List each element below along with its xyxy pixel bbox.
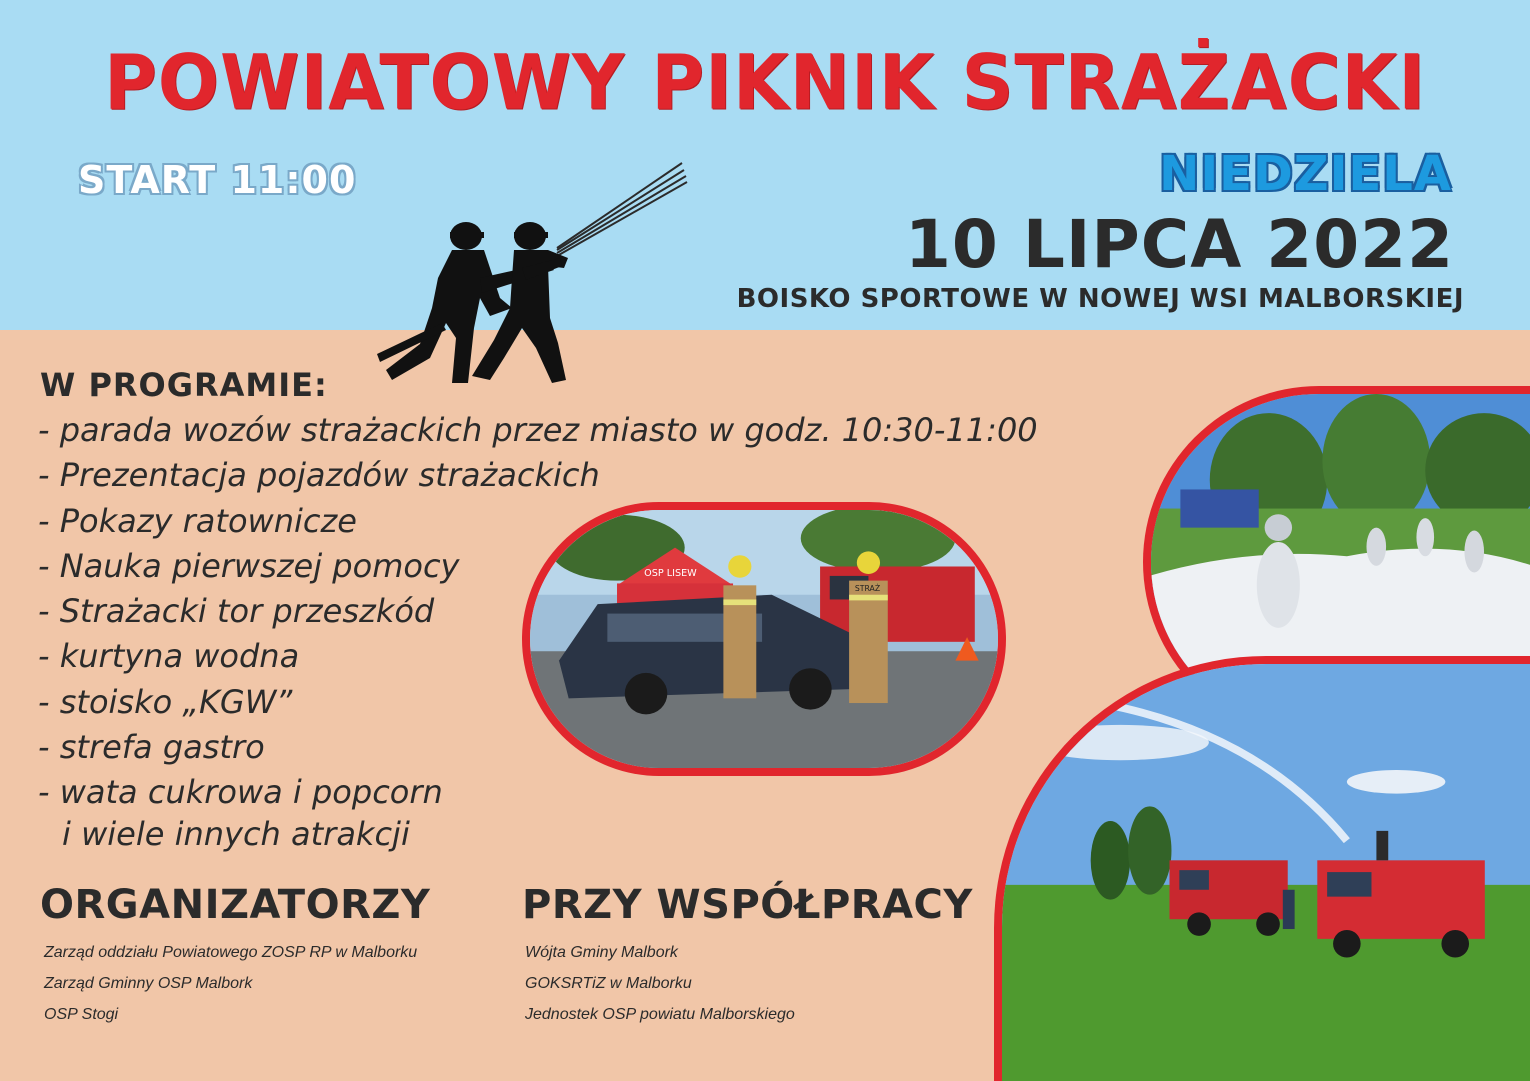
program-item: - Pokazy ratownicze bbox=[38, 501, 357, 540]
firefighters-silhouette-icon bbox=[372, 158, 692, 393]
cooperation-list bbox=[525, 937, 795, 1030]
program-item: - Strażacki tor przeszkód bbox=[38, 592, 435, 631]
organizers-list bbox=[44, 937, 417, 1030]
organizer-item: Zarząd oddziału Powiatowego ZOSP RP w Malborku bbox=[44, 944, 418, 961]
program-item: - strefa gastro bbox=[38, 728, 265, 767]
event-date: 10 LIPCA 2022 bbox=[905, 206, 1454, 283]
vest-label: STRAŻ bbox=[854, 584, 881, 593]
tent-label: OSP LISEW bbox=[644, 568, 697, 579]
program-heading: W PROGRAMIE: bbox=[40, 366, 328, 404]
program-item: - Nauka pierwszej pomocy bbox=[38, 546, 460, 585]
organizer-item: Zarząd Gminny OSP Malbork bbox=[44, 975, 253, 992]
program-item: - stoisko „KGW” bbox=[38, 682, 293, 721]
event-venue: BOISKO SPORTOWE W NOWEJ WSI MALBORSKIEJ bbox=[736, 284, 1464, 314]
cooperation-item: Wójta Gminy Malbork bbox=[525, 944, 678, 961]
rescue-photo bbox=[522, 502, 1006, 776]
program-item: - Prezentacja pojazdów strażackich bbox=[38, 456, 600, 495]
program-item: - kurtyna wodna bbox=[38, 637, 300, 676]
organizer-item: OSP Stogi bbox=[44, 1006, 119, 1023]
event-day: NIEDZIELA bbox=[1159, 146, 1452, 202]
cooperation-heading: PRZY WSPÓŁPRACY bbox=[522, 882, 973, 928]
program-continuation: i wiele innych atrakcji bbox=[62, 815, 410, 853]
cooperation-item: GOKSRTiZ w Malborku bbox=[525, 975, 692, 992]
event-title: POWIATOWY PIKNIK STRAŻACKI bbox=[104, 37, 1426, 127]
organizers-heading: ORGANIZATORZY bbox=[40, 882, 431, 928]
start-time: START 11:00 bbox=[78, 158, 357, 202]
program-item: - wata cukrowa i popcorn bbox=[38, 773, 443, 812]
program-item: - parada wozów strażackich przez miasto w godz. 10:30-11:00 bbox=[38, 411, 1038, 449]
cooperation-item: Jednostek OSP powiatu Malborskiego bbox=[525, 1006, 795, 1023]
